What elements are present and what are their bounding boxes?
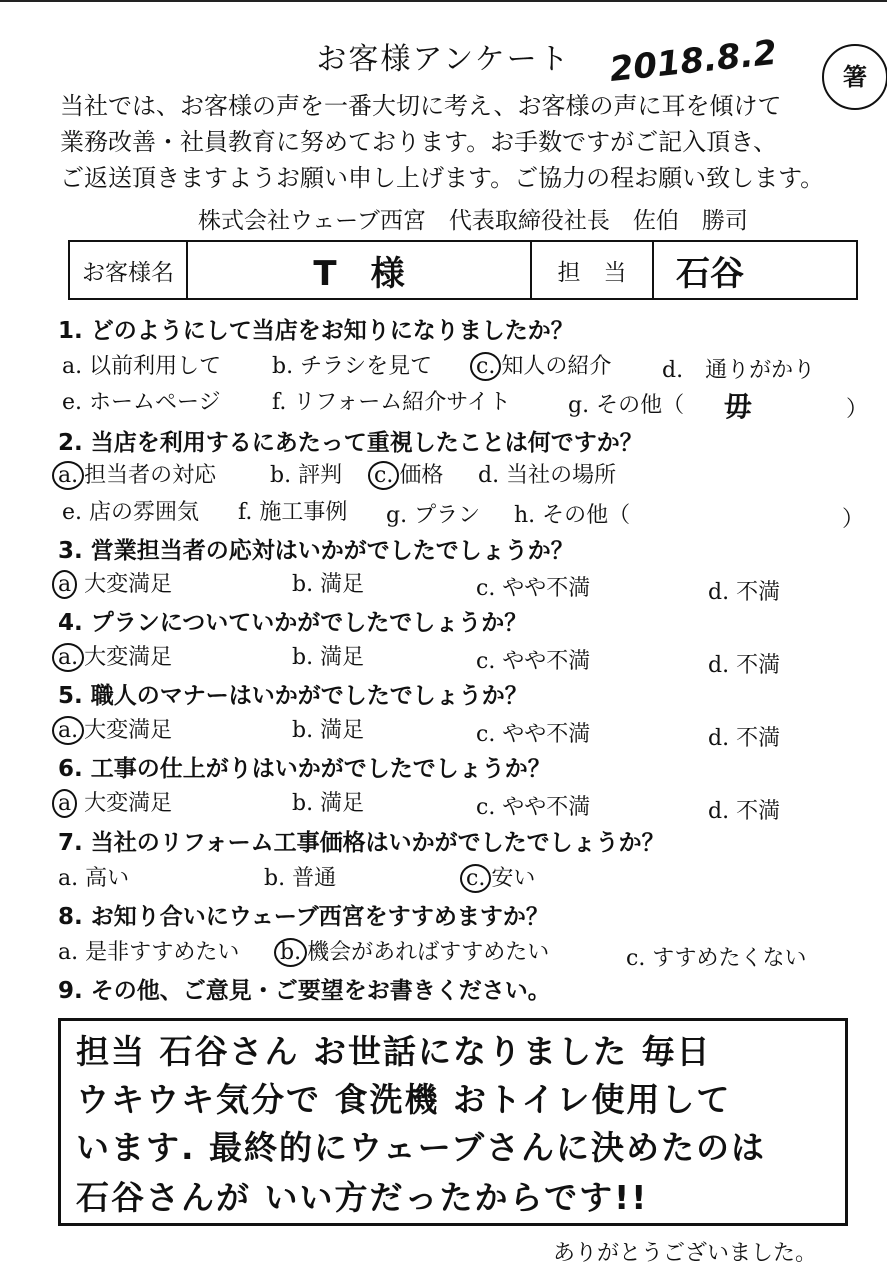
q1-option-e[interactable]: e. ホームページ bbox=[62, 390, 221, 415]
q2-option-d[interactable]: d. 当社の場所 bbox=[478, 463, 617, 488]
q6-option-a-circle: a bbox=[52, 789, 77, 818]
q7-option-c-circle: c. bbox=[460, 864, 491, 893]
thank-you-note: ありがとうございました。 bbox=[553, 1241, 818, 1266]
q2-option-h[interactable]: h. その他（ bbox=[514, 503, 631, 528]
question-2: 2. 当店を利用するにあたって重視したことは何ですか？ bbox=[58, 430, 643, 456]
q2-option-b[interactable]: b. 評判 bbox=[270, 463, 343, 488]
q8-option-a[interactable]: a. 是非すすめたい bbox=[58, 940, 240, 965]
q1-option-f[interactable]: f. リフォーム紹介サイト bbox=[272, 390, 511, 415]
q3-option-a-circle: a bbox=[52, 570, 77, 599]
q3-option-a-label: 大変満足 bbox=[84, 572, 173, 597]
q2-option-e[interactable]: e. 店の雰囲気 bbox=[62, 500, 200, 525]
q6-option-a[interactable] bbox=[58, 786, 172, 817]
q2-option-c-label: 価格 bbox=[399, 463, 444, 488]
customer-info-table bbox=[68, 240, 858, 300]
q2-option-c[interactable] bbox=[374, 458, 443, 489]
handwritten-date: 2018.8.2 bbox=[607, 32, 779, 90]
q4-option-b[interactable]: b. 満足 bbox=[292, 645, 365, 670]
q8-option-c[interactable]: c. すすめたくない bbox=[626, 946, 807, 971]
q6-option-d[interactable]: d. 不満 bbox=[708, 799, 781, 824]
q3-option-b[interactable]: b. 満足 bbox=[292, 572, 365, 597]
customer-name-label: お客様名 bbox=[70, 242, 188, 298]
comment-line-2: ウキウキ気分で 食洗機 おトイレ使用して bbox=[76, 1080, 732, 1119]
q8-option-b-label: 機会があればすすめたい bbox=[307, 940, 550, 965]
q5-option-d[interactable]: d. 不満 bbox=[708, 726, 781, 751]
company-signature-line: 株式会社ウェーブ西宮 代表取締役社長 佐伯 勝司 bbox=[198, 208, 748, 234]
question-5: 5. 職人のマナーはいかがでしたでしょうか？ bbox=[58, 683, 528, 709]
q3-option-a[interactable] bbox=[58, 567, 172, 598]
q2-option-a-circle: a. bbox=[52, 461, 84, 490]
q5-option-a-label: 大変満足 bbox=[84, 718, 173, 743]
customer-name-value[interactable]: T 様 bbox=[188, 242, 532, 298]
q7-option-a[interactable]: a. 高い bbox=[58, 866, 130, 891]
q6-option-a-label: 大変満足 bbox=[84, 791, 173, 816]
q1-option-c[interactable] bbox=[476, 349, 611, 380]
q8-option-b-circle: b. bbox=[274, 938, 307, 967]
seal-stamp: 箸 bbox=[822, 44, 887, 110]
q2-option-h-close: ） bbox=[842, 507, 865, 532]
q2-option-a[interactable] bbox=[58, 458, 216, 489]
q7-option-c[interactable] bbox=[466, 861, 535, 892]
question-8: 8. お知り合いにウェーブ西宮をすすめますか？ bbox=[58, 904, 549, 930]
intro-line-1: 当社では、お客様の声を一番大切に考え、お客様の声に耳を傾けて bbox=[60, 92, 782, 120]
q4-option-c[interactable]: c. やや不満 bbox=[476, 649, 591, 674]
q4-option-d[interactable]: d. 不満 bbox=[708, 653, 781, 678]
question-4: 4. プランについていかがでしたでしょうか？ bbox=[58, 610, 528, 636]
q5-option-b[interactable]: b. 満足 bbox=[292, 718, 365, 743]
question-7: 7. 当社のリフォーム工事価格はいかがでしたでしょうか？ bbox=[58, 830, 665, 856]
comment-line-4: 石谷さんが いい方だったからです!! bbox=[76, 1178, 649, 1217]
q4-option-a-circle: a. bbox=[52, 643, 84, 672]
q5-option-a[interactable] bbox=[58, 713, 172, 744]
q1-other-handwritten: 毋 bbox=[724, 390, 753, 423]
question-3: 3. 営業担当者の応対はいかがでしたでしょうか？ bbox=[58, 538, 574, 564]
comment-line-1: 担当 石谷さん お世話になりました 毎日 bbox=[76, 1032, 712, 1071]
q6-option-b[interactable]: b. 満足 bbox=[292, 791, 365, 816]
q2-option-g[interactable]: g. プラン bbox=[386, 503, 481, 528]
q3-option-c[interactable]: c. やや不満 bbox=[476, 576, 591, 601]
question-9: 9. その他、ご意見・ご要望をお書きください。 bbox=[58, 978, 551, 1004]
q3-option-d[interactable]: d. 不満 bbox=[708, 580, 781, 605]
q5-option-a-circle: a. bbox=[52, 716, 84, 745]
comment-line-3: います. 最終的にウェーブさんに決めたのは bbox=[76, 1128, 767, 1167]
survey-title: お客様アンケート bbox=[316, 42, 571, 77]
q1-option-g-close: ） bbox=[846, 397, 869, 422]
intro-line-3: ご返送頂きますようお願い申し上げます。ご協力の程お願い致します。 bbox=[60, 164, 825, 192]
q1-option-c-circle: c. bbox=[470, 352, 501, 381]
staff-label: 担 当 bbox=[532, 242, 654, 298]
q4-option-a[interactable] bbox=[58, 640, 172, 671]
q8-option-b[interactable] bbox=[280, 935, 549, 966]
q7-option-c-label: 安い bbox=[491, 866, 536, 891]
q2-option-a-label: 担当者の対応 bbox=[84, 463, 217, 488]
q4-option-a-label: 大変満足 bbox=[84, 645, 173, 670]
intro-line-2: 業務改善・社員教育に努めております。お手数ですがご記入頂き、 bbox=[60, 128, 778, 156]
q1-option-b[interactable]: b. チラシを見て bbox=[272, 354, 433, 379]
question-1: 1. どのようにして当店をお知りになりましたか？ bbox=[58, 318, 574, 344]
q6-option-c[interactable]: c. やや不満 bbox=[476, 795, 591, 820]
q5-option-c[interactable]: c. やや不満 bbox=[476, 722, 591, 747]
q2-option-c-circle: c. bbox=[368, 461, 399, 490]
q1-option-g[interactable]: g. その他（ bbox=[568, 393, 685, 418]
page-top-border bbox=[0, 0, 887, 8]
staff-value[interactable]: 石谷 bbox=[676, 253, 744, 294]
q1-option-d[interactable]: d. 通りがかり bbox=[662, 358, 816, 383]
q2-option-f[interactable]: f. 施工事例 bbox=[238, 500, 348, 525]
q1-option-a[interactable]: a. 以前利用して bbox=[62, 354, 222, 379]
q1-option-c-label: 知人の紹介 bbox=[501, 354, 612, 379]
question-6: 6. 工事の仕上がりはいかがでしたでしょうか？ bbox=[58, 756, 551, 782]
q7-option-b[interactable]: b. 普通 bbox=[264, 866, 337, 891]
